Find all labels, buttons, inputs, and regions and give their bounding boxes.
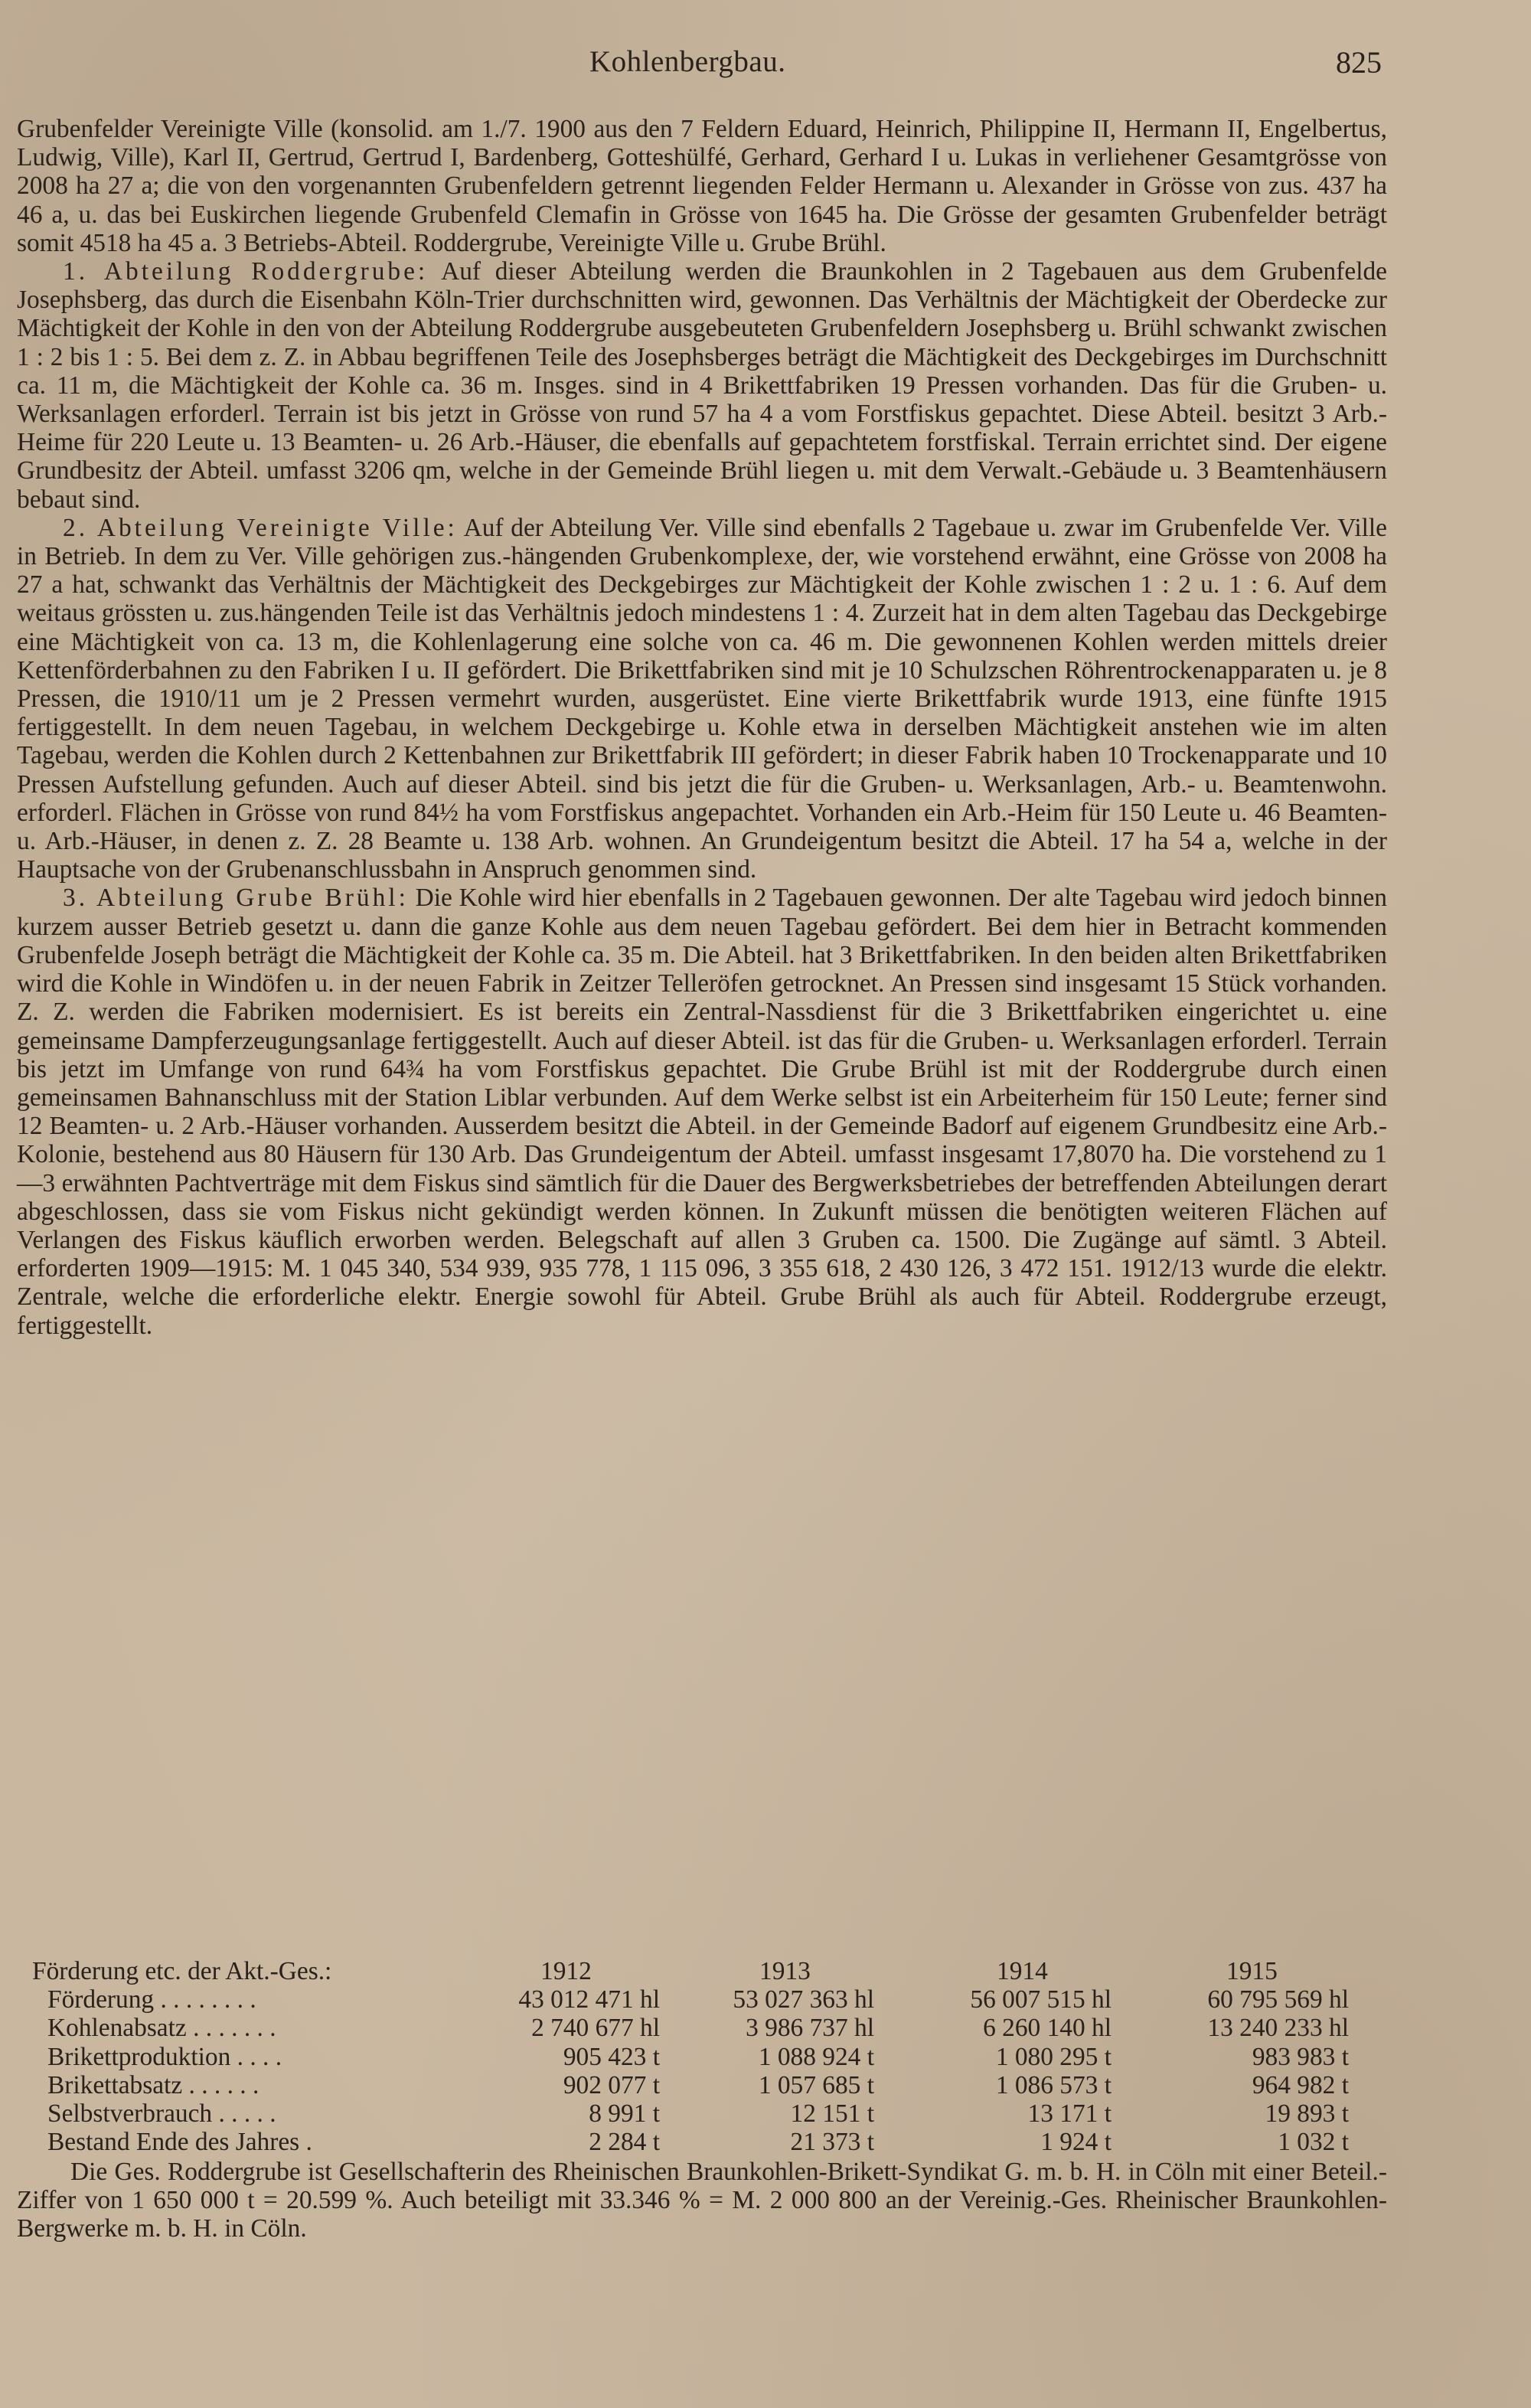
table-cell: 1 086 573 t [995, 2070, 1112, 2099]
section-text-grube-bruehl: Die Kohle wird hier ebenfalls in 2 Tagebauen gewonnen. Der alte Tagebau wird jedoch binnen kurzem ausser Betrieb gesetzt u. dann die ganze Kohle aus dem neuen Tagebau gefördert. Bei dem hier in Betracht kommenden Grubenfelde Joseph beträgt die Mächtigkeit der Kohle ca. 35 m. Die Abteil. hat 3 Brikettfabriken. In den beiden alten Brikettfabriken wird die Kohle in Windöfen u. in der neuen Fabrik in Zeitzer Telleröfen getrocknet. An Pressen sind insgesamt 15 Stück vorhanden. Z. Z. werden die Fabriken modernisiert. Es ist bereits ein Zentral-Nassdienst für die 3 Brikettfabriken eingerichtet u. eine gemeinsame Dampferzeugungsanlage fertiggestellt. Auch auf dieser Abteil. ist das für die Gruben- u. Werksanlagen erforderl. Terrain bis jetzt im Umfange von rund 64¾ ha vom Forstfiskus gepachtet. Die Grube Brühl ist mit der Roddergrube durch einen gemeinsamen Bahnanschluss mit der Station Liblar verbunden. Auf dem Werke selbst ist ein Arbeiterheim für 150 Leute; ferner sind 12 Beamten- u. 2 Arb.-Häuser vorhanden. Ausserdem besitzt die Abteil. in der Gemeinde Badorf auf eigenem Grundbesitz eine Arb.-Kolonie, bestehend aus 80 Häusern für 130 Arb. Das Grundeigentum der Abteil. umfasst insgesamt 17,8070 ha. Die vorstehend zu 1—3 erwähnten Pachtverträge mit dem Fiskus sind sämtlich für die Dauer des Bergwerksbetriebes der betreffenden Abteilungen derart abgeschlossen, dass sie vom Fiskus nicht gekündigt werden können. In Zukunft müssen die benötigten weiteren Flächen auf Verlangen des Fiskus käuflich erworben werden. Belegschaft auf allen 3 Gruben ca. 1500. Die Zugänge auf sämtl. 3 Abteil. erforderten 1909—1915: M. 1 045 340, 534 939, 935 778, 1 115 096, 3 355 618, 2 430 126, 3 472 151. 1912/13 wurde die elektr. Zentrale, welche die erforderliche elektr. Energie sowohl für Abteil. Grube Brühl als auch für Abteil. Roddergrube erzeugt, fertiggestellt. [17, 884, 1387, 1340]
closing-paragraph [17, 2158, 1387, 2243]
table-row [17, 2128, 1387, 2156]
page-header [0, 44, 1531, 84]
body-text [17, 115, 1387, 1340]
table-cell: 60 795 569 hl [1207, 1985, 1349, 2014]
table-cell: 983 983 t [1252, 2042, 1349, 2071]
table-cell: 56 007 515 hl [970, 1985, 1112, 2014]
row-label: Kohlenabsatz . . . . . . . [47, 2014, 276, 2043]
year-1914: 1914 [997, 1957, 1048, 1985]
section-text-vereinigte-ville: Auf der Abteilung Ver. Ville sind ebenfalls 2 Tagebaue u. zwar im Grubenfelde Ver. Ville in Betrieb. In dem zu Ver. Ville gehörigen zus.-hängenden Grubenkomplexe, der, wie vorstehend erwähnt, eine Grösse von 2008 ha 27 a hat, schwankt das Verhältnis der Mächtigkeit des Deckgebirges zur Mächtigkeit der Kohle zwischen 1 : 2 u. 1 : 6. Auf dem weitaus grössten u. zus.hängenden Teile ist das Verhältnis jedoch mindestens 1 : 4. Zurzeit hat in dem alten Tagebau das Deckgebirge eine Mächtigkeit von ca. 13 m, die Kohlenlagerung eine solche von ca. 46 m. Die gewonnenen Kohlen werden mittels dreier Kettenförderbahnen zu den Fabriken I u. II gefördert. Die Brikettfabriken sind mit je 10 Schulzschen Röhrentrockenapparaten u. je 8 Pressen, die 1910/11 um je 2 Pressen vermehrt wurden, ausgerüstet. Eine vierte Brikettfabrik wurde 1913, eine fünfte 1915 fertiggestellt. In dem neuen Tagebau, in welchem Deckgebirge u. Kohle etwa in derselben Mächtigkeit anstehen wie im alten Tagebau, werden die Kohlen durch 2 Kettenbahnen zur Brikettfabrik III gefördert; in dieser Fabrik haben 10 Trockenapparate und 10 Pressen Aufstellung gefunden. Auch auf dieser Abteil. sind bis jetzt die für die Gruben- u. Werksanlagen, Arb.- u. Beamtenwohn. erforderl. Flächen in Grösse von rund 84½ ha vom Forstfiskus angepachtet. Vorhanden ein Arb.-Heim für 150 Leute u. 46 Beamten- u. Arb.-Häuser, in denen z. Z. 28 Beamte u. 138 Arb. wohnen. An Grundeigentum besitzt die Abteil. 17 ha 54 a, welche in der Hauptsache von der Grubenanschlussbahn in Anspruch genommen sind. [17, 513, 1387, 884]
table-cell: 1 088 924 t [758, 2042, 874, 2071]
row-label: Brikettabsatz . . . . . . [47, 2070, 260, 2099]
paragraph-grube-bruehl [17, 884, 1387, 1339]
table-row [17, 2071, 1387, 2099]
table-cell: 1 080 295 t [995, 2042, 1112, 2071]
section-heading-roddergrube: 1. Abteilung Roddergrube: [63, 257, 429, 286]
table-row [17, 2014, 1387, 2042]
table-cell: 53 027 363 hl [733, 1985, 874, 2014]
paragraph-grubenfelder: Grubenfelder Vereinigte Ville (konsolid. am 1./7. 1900 aus den 7 Feldern Eduard, Heinrich, Philippine II, Hermann II, Engelbertus, Ludwig, Ville), Karl II, Gertrud, Gertrud I, Bardenberg, Gotteshülfé, Gerhard, Gerhard I u. Lukas in verliehener Gesamtgrösse von 2008 ha 27 a; die von den vorgenannten Grubenfeldern getrennt liegenden Felder Hermann u. Alexander in Grösse von zus. 437 ha 46 a, u. das bei Euskirchen liegende Grubenfeld Clemafin in Grösse von 1645 ha. Die Grösse der gesamten Grubenfelder beträgt somit 4518 ha 45 a. 3 Betriebs-Abteil. Roddergrube, Vereinigte Ville u. Grube Brühl. [17, 115, 1387, 257]
page-number: 825 [1336, 45, 1382, 80]
table-cell: 6 260 140 hl [983, 2014, 1112, 2043]
table-cell: 902 077 t [563, 2070, 660, 2099]
paragraph-roddergrube [17, 257, 1387, 514]
year-1913: 1913 [759, 1957, 811, 1985]
table-header-row [17, 1957, 1387, 1985]
table-cell: 964 982 t [1252, 2070, 1349, 2099]
running-head: Kohlenbergbau. [589, 45, 786, 78]
syndicate-text: Die Ges. Roddergrube ist Gesellschafterin des Rheinischen Braunkohlen-Brikett-Syndikat G. m. b. H. in Cöln mit einer Beteil.-Ziffer von 1 650 000 t = 20.599 %. Auch beteiligt mit 33.346 % = M. 2 000 800 an der Vereinig.-Ges. Rheinischer Braunkohlen-Bergwerke m. b. H. in Cöln. [17, 2158, 1387, 2243]
section-heading-vereinigte-ville: 2. Abteilung Vereinigte Ville: [63, 513, 458, 542]
row-label: Bestand Ende des Jahres . [47, 2128, 312, 2157]
table-cell: 8 991 t [589, 2099, 660, 2128]
table-cell: 2 284 t [589, 2128, 660, 2157]
row-label: Brikettproduktion . . . . [47, 2042, 282, 2071]
paragraph-vereinigte-ville [17, 514, 1387, 884]
year-1915: 1915 [1226, 1957, 1278, 1985]
table-row [17, 1985, 1387, 2014]
section-heading-grube-bruehl: 3. Abteilung Grube Brühl: [63, 884, 409, 913]
production-table [17, 1957, 1387, 2156]
table-cell: 43 012 471 hl [518, 1985, 660, 2014]
section-text-roddergrube: Auf dieser Abteilung werden die Braunkohlen in 2 Tagebauen aus dem Grubenfelde Josephsberg, das durch die Eisenbahn Köln-Trier durchschnitten wird, gewonnen. Das Verhältnis der Mächtigkeit der Oberdecke zur Mächtigkeit der Kohle in den von der Abteilung Roddergrube ausgebeuteten Grubenfeldern Josephsberg u. Brühl schwankt zwischen 1 : 2 bis 1 : 5. Bei dem z. Z. in Abbau begriffenen Teile des Josephsberges beträgt die Mächtigkeit des Deckgebirges im Durchschnitt ca. 11 m, die Mächtigkeit der Kohle ca. 36 m. Insges. sind in 4 Brikettfabriken 19 Pressen vorhanden. Das für die Gruben- u. Werksanlagen erforderl. Terrain ist bis jetzt in Grösse von rund 57 ha 4 a vom Forstfiskus gepachtet. Diese Abteil. besitzt 3 Arb.-Heime für 220 Leute u. 13 Beamten- u. 26 Arb.-Häuser, die ebenfalls auf gepachtetem forstfiskal. Terrain errichtet sind. Der eigene Grundbesitz der Abteil. umfasst 3206 qm, welche in der Gemeinde Brühl liegen u. mit dem Verwalt.-Gebäude u. 3 Beamtenhäusern bebaut sind. [17, 257, 1387, 514]
table-row [17, 2043, 1387, 2071]
row-label: Förderung . . . . . . . . [47, 1985, 256, 2014]
table-cell: 1 032 t [1278, 2128, 1349, 2157]
table-cell: 2 740 677 hl [531, 2014, 660, 2043]
table-cell: 21 373 t [790, 2128, 874, 2157]
table-cell: 19 893 t [1265, 2099, 1349, 2128]
year-1912: 1912 [540, 1957, 592, 1985]
table-heading: Förderung etc. der Akt.-Ges.: [32, 1957, 332, 1985]
table-cell: 3 986 737 hl [746, 2014, 874, 2043]
table-cell: 1 924 t [1040, 2128, 1112, 2157]
table-cell: 1 057 685 t [758, 2070, 874, 2099]
table-cell: 13 171 t [1027, 2099, 1112, 2128]
row-label: Selbstverbrauch . . . . . [47, 2099, 276, 2128]
table-cell: 905 423 t [563, 2042, 660, 2071]
table-row [17, 2099, 1387, 2128]
table-cell: 12 151 t [790, 2099, 874, 2128]
table-cell: 13 240 233 hl [1207, 2014, 1349, 2043]
